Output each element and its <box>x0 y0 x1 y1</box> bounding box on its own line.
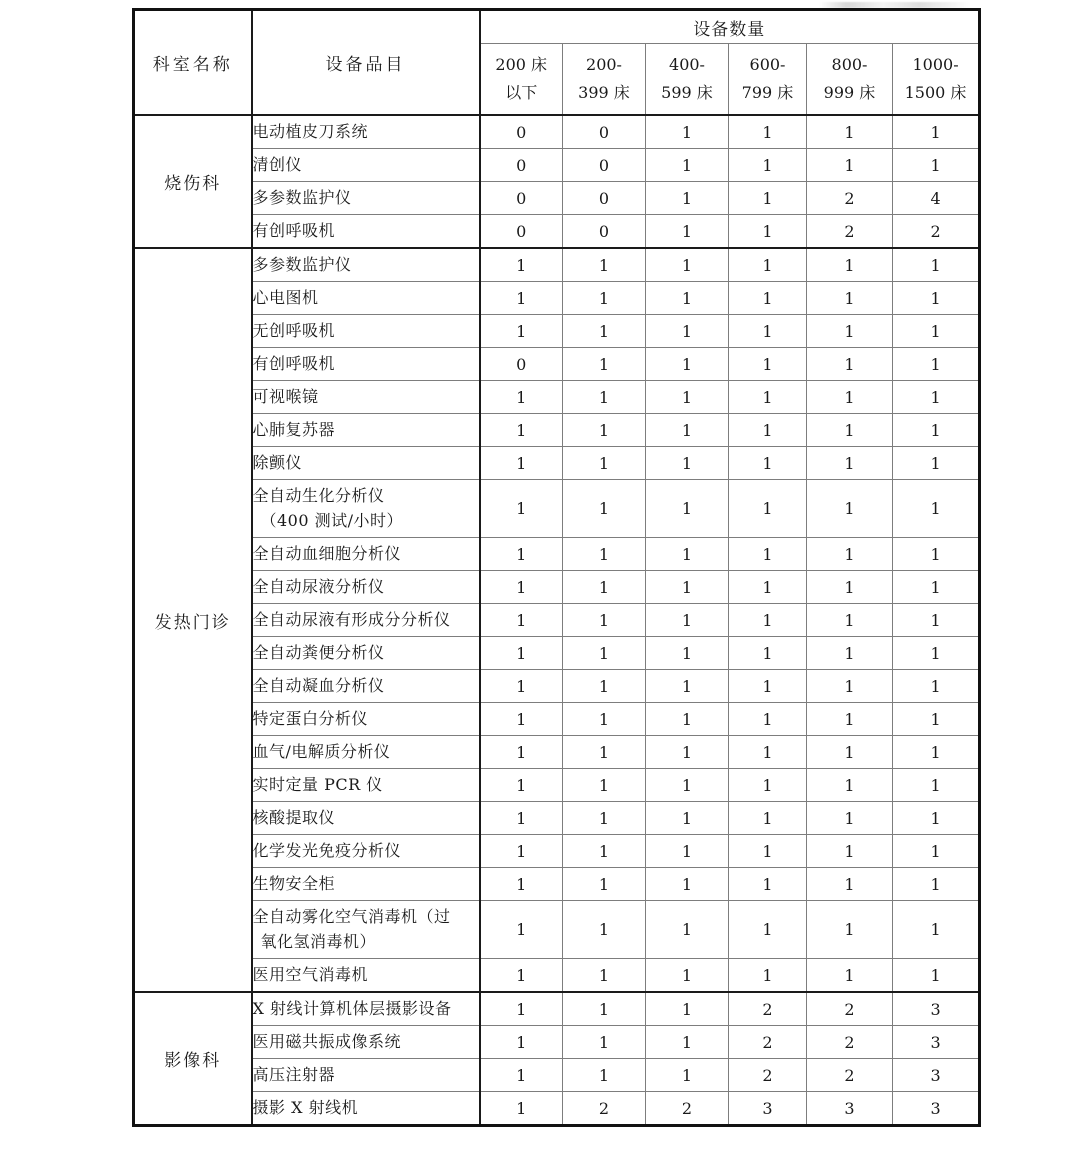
quantity-cell: 1 <box>646 115 729 149</box>
quantity-cell: 1 <box>646 1059 729 1092</box>
quantity-cell: 1 <box>807 901 893 959</box>
table-row <box>134 769 980 802</box>
equipment-item-cell <box>252 703 480 736</box>
equipment-item-label: 全自动凝血分析仪 <box>252 675 385 695</box>
equipment-item-label: X 射线计算机体层摄影设备 <box>252 998 452 1018</box>
quantity-cell: 2 <box>729 1026 807 1059</box>
quantity-cell: 1 <box>729 315 807 348</box>
table-row <box>134 901 980 959</box>
equipment-item-cell <box>252 769 480 802</box>
quantity-cell: 1 <box>563 480 646 538</box>
equipment-item-cell <box>252 637 480 670</box>
table-row <box>134 959 980 993</box>
quantity-cell: 1 <box>646 315 729 348</box>
quantity-cell: 1 <box>646 802 729 835</box>
table-row <box>134 802 980 835</box>
quantity-cell: 1 <box>646 670 729 703</box>
equipment-item-label: 高压注射器 <box>252 1064 336 1084</box>
equipment-allocation-table <box>132 8 981 1127</box>
equipment-item-label-line2: 氧化氢消毒机） <box>260 931 377 951</box>
equipment-item-cell <box>252 1026 480 1059</box>
quantity-cell: 1 <box>729 115 807 149</box>
quantity-cell: 0 <box>563 115 646 149</box>
quantity-cell: 2 <box>729 992 807 1026</box>
quantity-cell: 1 <box>480 802 563 835</box>
header-equipment-quantity: 设备数量 <box>480 10 980 44</box>
quantity-cell: 1 <box>893 447 980 480</box>
quantity-cell: 1 <box>480 315 563 348</box>
equipment-item-label: 有创呼吸机 <box>252 353 336 373</box>
equipment-item-cell <box>252 248 480 282</box>
table-row <box>134 868 980 901</box>
quantity-cell: 1 <box>729 637 807 670</box>
quantity-cell: 0 <box>480 348 563 381</box>
table-body <box>134 115 980 1126</box>
equipment-item-cell <box>252 348 480 381</box>
quantity-cell: 1 <box>563 348 646 381</box>
quantity-cell: 1 <box>893 282 980 315</box>
equipment-item-label: 医用空气消毒机 <box>252 964 369 984</box>
table-row <box>134 282 980 315</box>
quantity-cell: 2 <box>893 215 980 249</box>
quantity-cell: 1 <box>729 282 807 315</box>
equipment-item-cell <box>252 182 480 215</box>
quantity-cell: 1 <box>893 868 980 901</box>
quantity-cell: 1 <box>646 637 729 670</box>
quantity-cell: 1 <box>480 538 563 571</box>
quantity-cell: 1 <box>729 868 807 901</box>
table-row <box>134 315 980 348</box>
equipment-item-cell <box>252 215 480 249</box>
quantity-cell: 1 <box>480 992 563 1026</box>
equipment-item-label: 全自动尿液有形成分分析仪 <box>252 609 451 629</box>
equipment-item-label-line2: （400 测试/小时） <box>260 510 404 530</box>
table-row <box>134 637 980 670</box>
header-row-top <box>134 10 980 44</box>
quantity-cell: 1 <box>646 959 729 993</box>
quantity-cell: 1 <box>646 215 729 249</box>
quantity-cell: 1 <box>807 248 893 282</box>
quantity-cell: 1 <box>646 182 729 215</box>
quantity-cell: 1 <box>646 348 729 381</box>
header-equipment-item: 设备品目 <box>252 10 480 116</box>
quantity-cell: 1 <box>807 115 893 149</box>
quantity-cell: 1 <box>646 282 729 315</box>
header-bed-range-line1: 1000- <box>912 55 959 74</box>
quantity-cell: 1 <box>893 901 980 959</box>
header-bed-range-line1: 600- <box>749 55 786 74</box>
equipment-item-cell <box>252 736 480 769</box>
quantity-cell: 1 <box>729 835 807 868</box>
quantity-cell: 3 <box>893 1026 980 1059</box>
header-bed-range-4 <box>729 44 807 116</box>
header-bed-range-line1: 200 床 <box>495 55 548 74</box>
table-row <box>134 1026 980 1059</box>
quantity-cell: 1 <box>646 703 729 736</box>
equipment-item-label: 摄影 X 射线机 <box>252 1097 359 1117</box>
department-name-cell: 发热门诊 <box>134 248 252 992</box>
table-row <box>134 670 980 703</box>
table-row <box>134 348 980 381</box>
quantity-cell: 1 <box>480 670 563 703</box>
quantity-cell: 1 <box>646 381 729 414</box>
equipment-item-cell <box>252 868 480 901</box>
quantity-cell: 1 <box>646 604 729 637</box>
quantity-cell: 0 <box>480 149 563 182</box>
equipment-item-cell <box>252 571 480 604</box>
quantity-cell: 1 <box>563 959 646 993</box>
header-bed-range-line2: 599 床 <box>661 83 713 102</box>
quantity-cell: 0 <box>563 182 646 215</box>
quantity-cell: 1 <box>480 769 563 802</box>
quantity-cell: 1 <box>893 835 980 868</box>
equipment-item-cell <box>252 835 480 868</box>
equipment-item-label: 化学发光免疫分析仪 <box>252 840 402 860</box>
quantity-cell: 1 <box>893 149 980 182</box>
equipment-item-cell <box>252 1059 480 1092</box>
equipment-item-label: 全自动雾化空气消毒机（过 <box>252 906 451 926</box>
table-header <box>134 10 980 116</box>
quantity-cell: 1 <box>893 115 980 149</box>
quantity-cell: 1 <box>480 248 563 282</box>
header-bed-range-line2: 799 床 <box>741 83 794 102</box>
quantity-cell: 1 <box>893 703 980 736</box>
quantity-cell: 1 <box>563 736 646 769</box>
quantity-cell: 1 <box>893 248 980 282</box>
quantity-cell: 1 <box>807 670 893 703</box>
header-department-name: 科室名称 <box>134 10 252 116</box>
quantity-cell: 1 <box>729 604 807 637</box>
table-row <box>134 1059 980 1092</box>
header-bed-range-5 <box>807 44 893 116</box>
quantity-cell: 1 <box>480 901 563 959</box>
quantity-cell: 1 <box>807 835 893 868</box>
equipment-item-cell <box>252 538 480 571</box>
quantity-cell: 1 <box>807 604 893 637</box>
quantity-cell: 1 <box>893 538 980 571</box>
quantity-cell: 1 <box>563 315 646 348</box>
table-row <box>134 1092 980 1126</box>
equipment-item-cell <box>252 381 480 414</box>
quantity-cell: 2 <box>807 182 893 215</box>
quantity-cell: 1 <box>646 538 729 571</box>
quantity-cell: 1 <box>729 538 807 571</box>
quantity-cell: 2 <box>646 1092 729 1126</box>
equipment-item-cell <box>252 901 480 959</box>
quantity-cell: 1 <box>729 802 807 835</box>
quantity-cell: 1 <box>480 736 563 769</box>
equipment-item-label: 清创仪 <box>252 154 303 174</box>
quantity-cell: 1 <box>480 282 563 315</box>
equipment-item-cell <box>252 670 480 703</box>
quantity-cell: 1 <box>729 703 807 736</box>
department-name-cell: 烧伤科 <box>134 115 252 248</box>
quantity-cell: 1 <box>807 769 893 802</box>
quantity-cell: 2 <box>807 992 893 1026</box>
quantity-cell: 1 <box>807 381 893 414</box>
quantity-cell: 1 <box>893 670 980 703</box>
header-bed-range-2 <box>563 44 646 116</box>
table-row <box>134 835 980 868</box>
quantity-cell: 1 <box>480 381 563 414</box>
table-row <box>134 248 980 282</box>
quantity-cell: 1 <box>646 901 729 959</box>
equipment-item-label: 多参数监护仪 <box>252 254 352 274</box>
header-bed-range-line1: 200- <box>586 55 622 74</box>
equipment-item-cell <box>252 282 480 315</box>
quantity-cell: 1 <box>893 802 980 835</box>
header-bed-range-line1: 800- <box>831 55 868 74</box>
quantity-cell: 1 <box>807 802 893 835</box>
quantity-cell: 0 <box>480 215 563 249</box>
quantity-cell: 2 <box>563 1092 646 1126</box>
quantity-cell: 3 <box>893 992 980 1026</box>
quantity-cell: 1 <box>563 538 646 571</box>
header-bed-range-line1: 400- <box>669 55 705 74</box>
quantity-cell: 1 <box>563 1026 646 1059</box>
quantity-cell: 1 <box>646 868 729 901</box>
quantity-cell: 1 <box>893 769 980 802</box>
quantity-cell: 1 <box>893 571 980 604</box>
header-bed-range-6 <box>893 44 980 116</box>
quantity-cell: 1 <box>480 868 563 901</box>
equipment-item-label: 除颤仪 <box>252 452 303 472</box>
quantity-cell: 1 <box>729 248 807 282</box>
quantity-cell: 1 <box>480 480 563 538</box>
quantity-cell: 1 <box>807 538 893 571</box>
quantity-cell: 1 <box>646 447 729 480</box>
quantity-cell: 1 <box>563 901 646 959</box>
quantity-cell: 1 <box>646 414 729 447</box>
quantity-cell: 1 <box>563 992 646 1026</box>
quantity-cell: 3 <box>893 1059 980 1092</box>
quantity-cell: 2 <box>729 1059 807 1092</box>
header-bed-range-line2: 以下 <box>505 83 538 102</box>
quantity-cell: 1 <box>480 637 563 670</box>
equipment-item-cell <box>252 959 480 993</box>
quantity-cell: 1 <box>729 414 807 447</box>
quantity-cell: 1 <box>893 315 980 348</box>
quantity-cell: 1 <box>729 736 807 769</box>
quantity-cell: 1 <box>807 637 893 670</box>
quantity-cell: 1 <box>563 835 646 868</box>
quantity-cell: 1 <box>893 348 980 381</box>
equipment-item-label: 核酸提取仪 <box>252 807 336 827</box>
quantity-cell: 1 <box>807 414 893 447</box>
quantity-cell: 1 <box>729 571 807 604</box>
equipment-item-cell <box>252 802 480 835</box>
quantity-cell: 1 <box>807 315 893 348</box>
quantity-cell: 1 <box>729 149 807 182</box>
quantity-cell: 1 <box>893 637 980 670</box>
table-row <box>134 571 980 604</box>
equipment-item-cell <box>252 1092 480 1126</box>
quantity-cell: 1 <box>563 703 646 736</box>
quantity-cell: 2 <box>807 215 893 249</box>
quantity-cell: 1 <box>563 637 646 670</box>
equipment-item-cell <box>252 480 480 538</box>
quantity-cell: 1 <box>480 447 563 480</box>
equipment-item-label: 电动植皮刀系统 <box>252 121 369 141</box>
equipment-item-label: 生物安全柜 <box>252 873 336 893</box>
quantity-cell: 1 <box>480 571 563 604</box>
table-row <box>134 182 980 215</box>
quantity-cell: 1 <box>563 248 646 282</box>
quantity-cell: 1 <box>563 1059 646 1092</box>
quantity-cell: 1 <box>807 736 893 769</box>
equipment-item-cell <box>252 414 480 447</box>
quantity-cell: 1 <box>646 480 729 538</box>
equipment-item-label: 全自动尿液分析仪 <box>252 576 385 596</box>
quantity-cell: 1 <box>729 182 807 215</box>
quantity-cell: 4 <box>893 182 980 215</box>
quantity-cell: 1 <box>563 802 646 835</box>
equipment-item-label: 多参数监护仪 <box>252 187 352 207</box>
equipment-item-cell <box>252 992 480 1026</box>
quantity-cell: 0 <box>563 149 646 182</box>
quantity-cell: 1 <box>807 447 893 480</box>
equipment-item-label: 心电图机 <box>252 287 319 307</box>
quantity-cell: 1 <box>729 215 807 249</box>
quantity-cell: 1 <box>893 414 980 447</box>
header-bed-range-3 <box>646 44 729 116</box>
equipment-item-label: 全自动粪便分析仪 <box>252 642 385 662</box>
quantity-cell: 1 <box>807 348 893 381</box>
quantity-cell: 1 <box>563 571 646 604</box>
quantity-cell: 1 <box>563 670 646 703</box>
quantity-cell: 1 <box>729 769 807 802</box>
equipment-item-label: 无创呼吸机 <box>252 320 336 340</box>
quantity-cell: 1 <box>563 604 646 637</box>
table-row <box>134 992 980 1026</box>
equipment-item-cell <box>252 315 480 348</box>
quantity-cell: 1 <box>480 959 563 993</box>
equipment-item-label: 全自动生化分析仪 <box>252 485 385 505</box>
quantity-cell: 1 <box>480 835 563 868</box>
equipment-item-cell <box>252 604 480 637</box>
quantity-cell: 1 <box>563 769 646 802</box>
quantity-cell: 0 <box>480 115 563 149</box>
quantity-cell: 1 <box>807 480 893 538</box>
quantity-cell: 1 <box>563 868 646 901</box>
quantity-cell: 1 <box>646 571 729 604</box>
quantity-cell: 3 <box>729 1092 807 1126</box>
quantity-cell: 0 <box>480 182 563 215</box>
quantity-cell: 0 <box>563 215 646 249</box>
equipment-item-label: 医用磁共振成像系统 <box>252 1031 402 1051</box>
equipment-item-label: 全自动血细胞分析仪 <box>252 543 402 563</box>
quantity-cell: 1 <box>807 703 893 736</box>
quantity-cell: 1 <box>807 282 893 315</box>
quantity-cell: 3 <box>893 1092 980 1126</box>
table-row <box>134 703 980 736</box>
table-row <box>134 115 980 149</box>
quantity-cell: 1 <box>729 670 807 703</box>
table-row <box>134 414 980 447</box>
quantity-cell: 1 <box>480 1026 563 1059</box>
quantity-cell: 1 <box>646 248 729 282</box>
equipment-item-label: 实时定量 PCR 仪 <box>252 774 383 794</box>
equipment-item-cell <box>252 149 480 182</box>
equipment-item-cell <box>252 447 480 480</box>
quantity-cell: 1 <box>807 149 893 182</box>
quantity-cell: 1 <box>646 835 729 868</box>
quantity-cell: 1 <box>729 959 807 993</box>
quantity-cell: 1 <box>480 1059 563 1092</box>
header-bed-range-1 <box>480 44 563 116</box>
header-bed-range-line2: 999 床 <box>823 83 876 102</box>
quantity-cell: 1 <box>807 868 893 901</box>
department-name-cell: 影像科 <box>134 992 252 1126</box>
table-row <box>134 381 980 414</box>
equipment-item-label: 血气/电解质分析仪 <box>252 741 391 761</box>
quantity-cell: 1 <box>729 381 807 414</box>
quantity-cell: 1 <box>646 992 729 1026</box>
equipment-item-label: 可视喉镜 <box>252 386 319 406</box>
quantity-cell: 1 <box>893 736 980 769</box>
quantity-cell: 1 <box>563 282 646 315</box>
quantity-cell: 1 <box>646 736 729 769</box>
table-row <box>134 736 980 769</box>
table-row <box>134 447 980 480</box>
quantity-cell: 3 <box>807 1092 893 1126</box>
equipment-item-label: 有创呼吸机 <box>252 220 336 240</box>
quantity-cell: 1 <box>480 703 563 736</box>
table-row <box>134 538 980 571</box>
table-row <box>134 604 980 637</box>
quantity-cell: 1 <box>807 571 893 604</box>
quantity-cell: 2 <box>807 1026 893 1059</box>
table-row <box>134 480 980 538</box>
quantity-cell: 1 <box>893 604 980 637</box>
quantity-cell: 1 <box>646 149 729 182</box>
header-bed-range-line2: 399 床 <box>578 83 630 102</box>
quantity-cell: 1 <box>480 604 563 637</box>
table-row <box>134 215 980 249</box>
table-row <box>134 149 980 182</box>
quantity-cell: 1 <box>646 1026 729 1059</box>
quantity-cell: 1 <box>893 480 980 538</box>
quantity-cell: 1 <box>729 447 807 480</box>
equipment-item-label: 心肺复苏器 <box>252 419 336 439</box>
quantity-cell: 1 <box>563 414 646 447</box>
quantity-cell: 1 <box>646 769 729 802</box>
quantity-cell: 2 <box>807 1059 893 1092</box>
quantity-cell: 1 <box>729 480 807 538</box>
quantity-cell: 1 <box>480 1092 563 1126</box>
quantity-cell: 1 <box>729 901 807 959</box>
quantity-cell: 1 <box>807 959 893 993</box>
quantity-cell: 1 <box>563 381 646 414</box>
equipment-item-cell <box>252 115 480 149</box>
quantity-cell: 1 <box>729 348 807 381</box>
quantity-cell: 1 <box>893 381 980 414</box>
quantity-cell: 1 <box>893 959 980 993</box>
quantity-cell: 1 <box>480 414 563 447</box>
header-bed-range-line2: 1500 床 <box>904 83 967 102</box>
quantity-cell: 1 <box>563 447 646 480</box>
equipment-item-label: 特定蛋白分析仪 <box>252 708 369 728</box>
